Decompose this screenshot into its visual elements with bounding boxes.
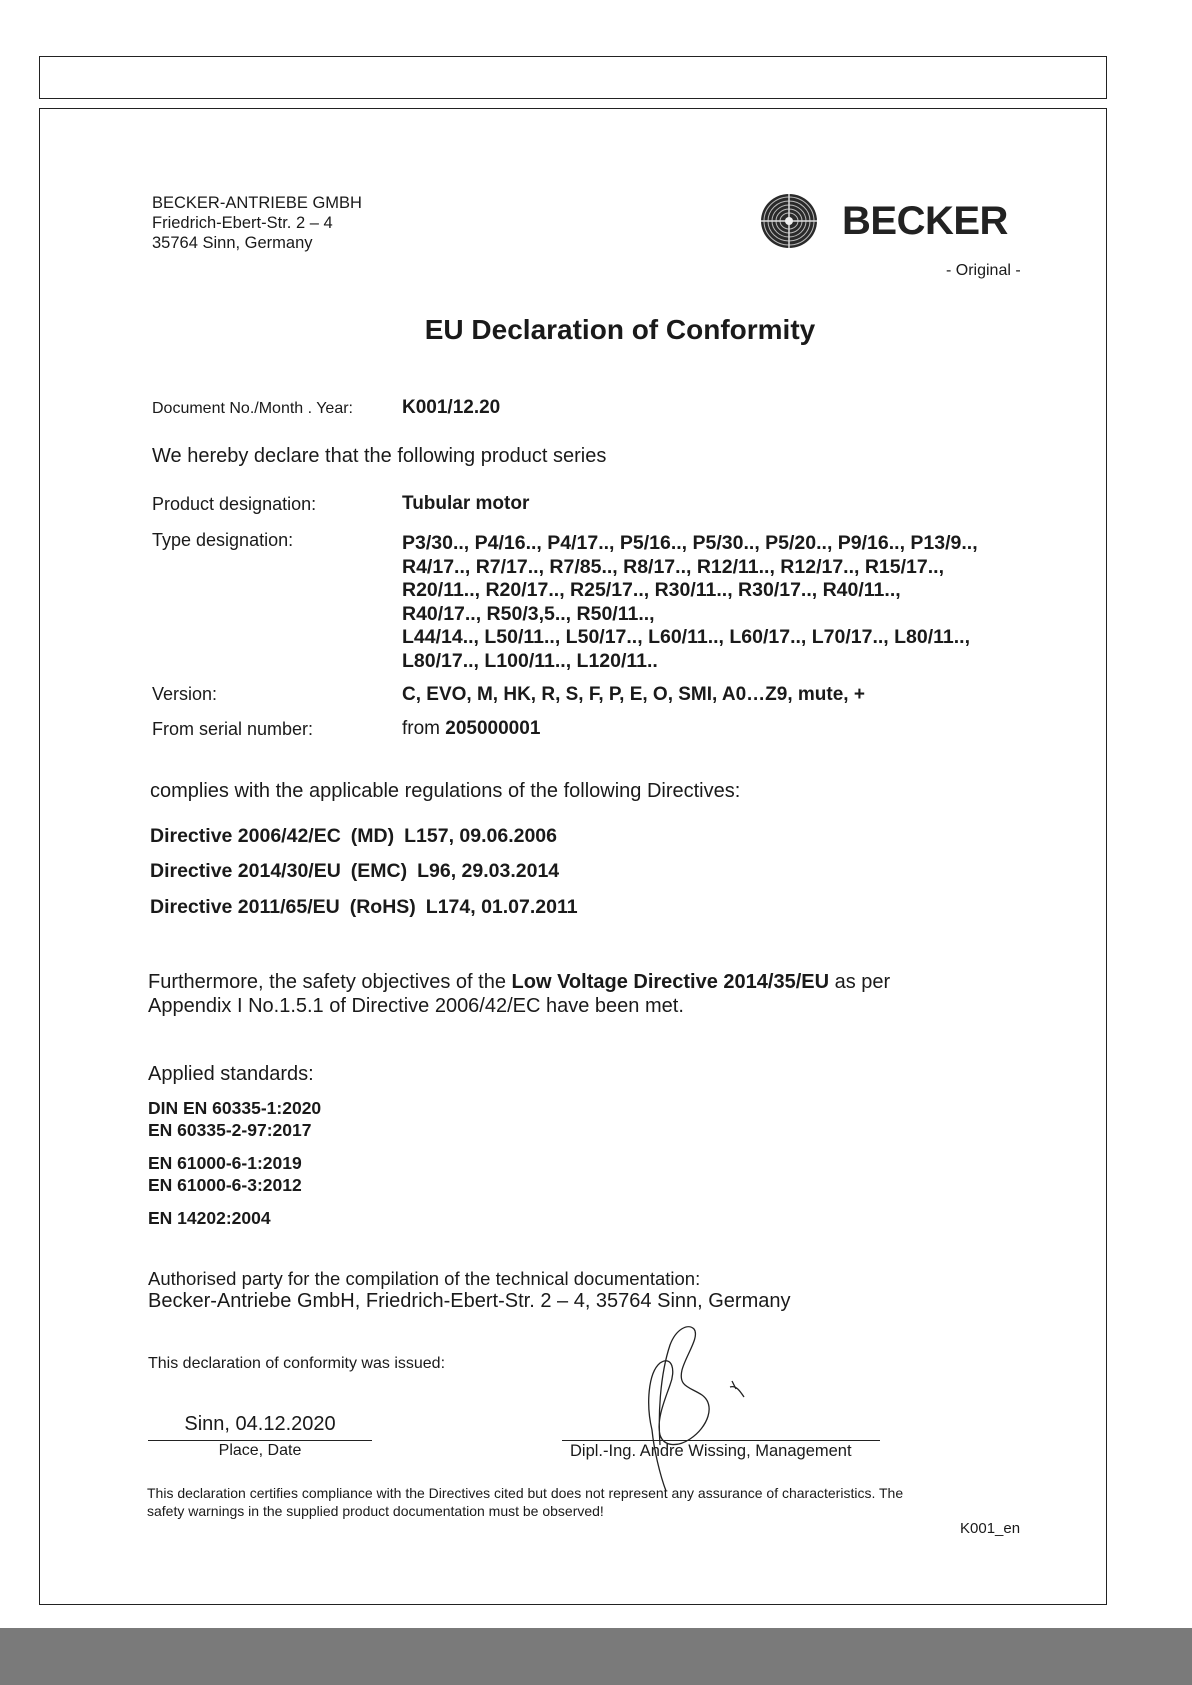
standards-group [148,1152,302,1196]
authorised-party [148,1268,791,1312]
place-date-value: Sinn, 04.12.2020 [184,1413,336,1435]
serial-number: 205000001 [445,718,541,739]
document-number-value: K001/12.20 [402,397,501,418]
low-voltage-line-2: Appendix I No.1.5.1 of Directive 2006/42/EC have been met. [148,995,684,1017]
low-voltage-statement [148,970,890,1018]
type-designation-label: Type designation: [152,530,294,550]
directive-ref: L174, 01.07.2011 [425,896,578,918]
handwritten-signature [630,1315,770,1495]
directive-name: Directive 2011/65/EU [150,896,340,918]
standard-item: EN 61000-6-1:2019 [148,1153,302,1173]
directive-name: Directive 2014/30/EU [150,860,341,882]
directive-ref: L157, 09.06.2006 [404,825,558,847]
directive-row [150,860,569,883]
intro-text: We hereby declare that the following product series [152,445,607,467]
product-designation-label: Product designation: [152,494,317,514]
directive-row [150,896,588,919]
serial-number-value [402,718,540,740]
low-voltage-line-1 [148,970,890,994]
becker-disc-logo-icon [760,193,818,249]
directive-abbr: (RoHS) [349,896,416,918]
bottom-band [0,1628,1192,1685]
type-line: P3/30.., P4/16.., P4/17.., P5/16.., P5/30.., P5/20.., P9/16.., P13/9.., [402,532,978,554]
standard-item: EN 61000-6-3:2012 [148,1175,302,1195]
authorised-party-label: Authorised party for the compilation of the technical documentation: [148,1268,701,1289]
directive-name: Directive 2006/42/EC [150,825,341,847]
low-voltage-pre: Furthermore, the safety objectives of the [148,971,506,993]
disclaimer [147,1484,903,1520]
becker-logo [760,193,1008,249]
company-city: 35764 Sinn, Germany [152,234,313,252]
serial-prefix: from [402,718,440,739]
authorised-party-value: Becker-Antriebe GmbH, Friedrich-Ebert-Str. 2 – 4, 35764 Sinn, Germany [148,1290,791,1312]
page-title: EU Declaration of Conformity [424,314,816,345]
directive-ref: L96, 29.03.2014 [417,860,560,882]
version-label: Version: [152,684,218,704]
company-street: Friedrich-Ebert-Str. 2 – 4 [152,214,333,232]
version-value: C, EVO, M, HK, R, S, F, P, E, O, SMI, A0…Z9, mute, + [402,684,865,705]
type-line: L44/14.., L50/11.., L50/17.., L60/11.., L60/17.., L70/17.., L80/11.., [402,626,971,648]
header-box [39,56,1107,99]
standard-item: DIN EN 60335-1:2020 [148,1098,322,1118]
type-line: R20/11.., R20/17.., R25/17.., R30/11.., R30/17.., R40/11.., [402,579,901,601]
place-date-line [148,1440,372,1441]
product-designation-value: Tubular motor [402,493,530,514]
low-voltage-post: as per [834,971,891,993]
low-voltage-directive: Low Voltage Directive 2014/35/EU [511,971,830,993]
standard-item: EN 60335-2-97:2017 [148,1120,312,1140]
issued-label: This declaration of conformity was issued: [148,1355,446,1372]
type-designation-list [402,532,978,673]
standards-group [148,1097,321,1141]
place-date-label: Place, Date [218,1442,302,1459]
serial-number-label: From serial number: [152,719,314,739]
directive-row [150,825,567,848]
disclaimer-line: safety warnings in the supplied product documentation must be observed! [147,1503,604,1519]
original-label: - Original - [946,262,1021,279]
company-name: BECKER-ANTRIEBE GMBH [152,194,362,212]
directive-abbr: (MD) [350,825,395,847]
signature-line [562,1440,880,1441]
document-number-label: Document No./Month . Year: [152,400,353,417]
applied-standards-label: Applied standards: [148,1063,314,1085]
signatory-name: Dipl.-Ing. Andre Wissing, Management [570,1442,852,1460]
type-line: R40/17.., R50/3,5.., R50/11.., [402,602,655,625]
complies-text: complies with the applicable regulations of the following Directives: [150,780,741,802]
type-line: R4/17.., R7/17.., R7/85.., R8/17.., R12/11.., R12/17.., R15/17.., [402,555,944,578]
directive-abbr: (EMC) [350,860,408,882]
company-address [152,193,362,253]
disclaimer-line: This declaration certifies compliance with the Directives cited but does not represent any assurance of characteristics. The [147,1485,904,1501]
type-line: L80/17.., L100/11.., L120/11.. [402,649,658,672]
brand-wordmark: BECKER [842,198,1008,243]
standard-item: EN 14202:2004 [148,1208,271,1228]
footer-document-code: K001_en [960,1520,1021,1537]
standards-group [148,1207,271,1229]
